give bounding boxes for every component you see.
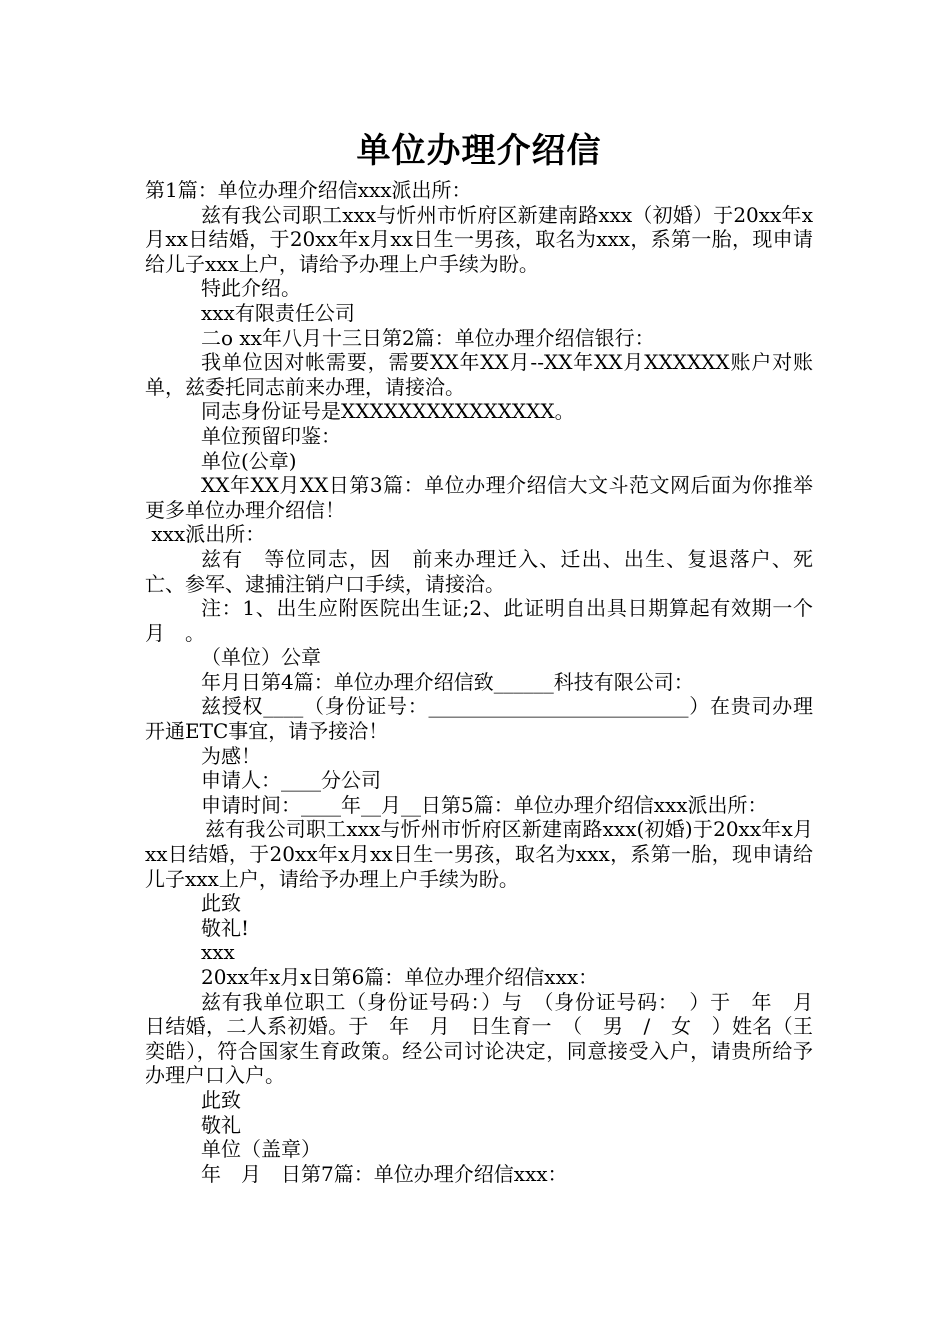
body-paragraph: 兹有 等位同志，因 前来办理迁入、迁出、出生、复退落户、死亡、参军、逮捕注销户口手续，请接洽。 bbox=[145, 546, 813, 596]
closing-line: 敬礼! bbox=[201, 915, 250, 940]
addressee-line: xxx派出所： bbox=[145, 522, 266, 547]
signature-line: 申请人：____分公司 bbox=[201, 768, 381, 793]
signature-line: 单位(公章) bbox=[201, 448, 297, 473]
closing-line: 此致 bbox=[201, 1087, 241, 1112]
closing-line: 此致 bbox=[201, 891, 241, 916]
body-paragraph: 为感！ bbox=[201, 743, 261, 768]
date-and-section-heading-5: 申请时间：____年__月__日第5篇：单位办理介绍信xxx派出所： bbox=[201, 792, 768, 817]
document-title: 单位办理介绍信 bbox=[356, 131, 602, 171]
body-paragraph: 兹有我单位职工（身份证号码：）与 （身份证号码： ）于 年 月 日结婚，二人系初婚。于 年 月 日生育一 （ 男 / 女 ）姓名（王奕皓），符合国家生育政策。经公司讨论决定，同意接受入户，请贵所给予办理户口入户。 bbox=[145, 989, 833, 1088]
closing-line: 敬礼 bbox=[201, 1112, 241, 1137]
signature-line: xxx有限责任公司 bbox=[201, 300, 355, 325]
date-and-section-heading-3: XX年XX月XX日第3篇：单位办理介绍信大文斗范文网后面为你推举更多单位办理介绍信！ bbox=[145, 473, 813, 522]
body-paragraph: 同志身份证号是XXXXXXXXXXXXXXX。 bbox=[201, 399, 575, 424]
section-heading-1: 第1篇：单位办理介绍信xxx派出所： bbox=[145, 178, 472, 202]
date-and-section-heading-6: 20xx年x月x日第6篇：单位办理介绍信xxx： bbox=[201, 965, 599, 989]
date-and-section-heading-4: 年月日第4篇：单位办理介绍信致______科技有限公司： bbox=[201, 669, 694, 694]
body-paragraph: 我单位因对帐需要，需要XX年XX月--XX年XX月XXXXXX账户对账单，兹委托同志前来办理，请接洽。 bbox=[145, 350, 813, 399]
body-paragraph: 兹有我公司职工xxx与忻州市忻府区新建南路xxx(初婚)于20xx年x月xx日结婚，于20xx年x月xx日生一男孩，取名为xxx，系第一胎，现申请给儿子xxx上户，请给予办理上户手续为盼。 bbox=[145, 817, 813, 891]
body-paragraph: 兹有我公司职工xxx与忻州市忻府区新建南路xxx（初婚）于20xx年x月xx日结婚，于20xx年x月xx日生一男孩，取名为xxx，系第一胎，现申请给儿子xxx上户，请给予办理上户手续为盼。 bbox=[145, 202, 813, 276]
signature-line: （单位）公章 bbox=[201, 645, 321, 670]
document-page bbox=[145, 128, 833, 1186]
body-paragraph: 兹授权____（身份证号：__________________________）在贵司办理开通ETC事宜，请予接洽！ bbox=[145, 694, 813, 744]
note-paragraph: 注：1、出生应附医院出生证;2、此证明自出具日期算起有效期一个月 。 bbox=[145, 596, 813, 645]
body-paragraph: 单位预留印鉴： bbox=[201, 423, 341, 448]
date-and-section-heading-7: 年 月 日第7篇：单位办理介绍信xxx： bbox=[201, 1161, 568, 1186]
signature-line: 单位（盖章） bbox=[201, 1137, 321, 1162]
signature-line: xxx bbox=[201, 940, 235, 965]
body-paragraph: 特此介绍。 bbox=[201, 276, 301, 301]
date-and-section-heading-2: 二o xx年八月十三日第2篇：单位办理介绍信银行： bbox=[201, 325, 655, 350]
